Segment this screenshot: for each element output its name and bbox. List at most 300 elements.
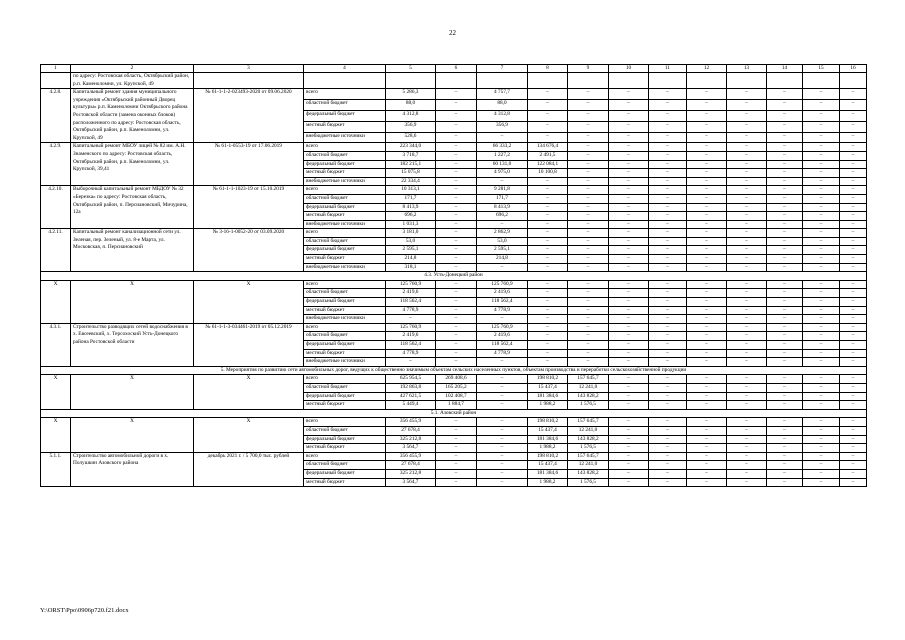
value-cell: – [609,237,649,246]
value-cell: 157 645,7 [568,452,609,461]
value-cell: – [840,212,867,221]
value-cell: – [649,341,687,350]
value-cell: – [568,177,609,186]
value-cell: – [687,220,727,229]
value-cell: – [840,169,867,178]
value-cell: – [687,469,727,478]
section-title: 4.3. Усть-Донецкий район [41,272,867,281]
value-cell: – [477,452,528,461]
item-number: 4.3.1. [41,323,71,366]
funding-source: местный бюджет [304,444,386,453]
value-cell: – [528,306,568,315]
header-cell: 5 [386,65,436,73]
value-cell: – [687,151,727,160]
section-row [41,409,867,418]
value-cell: – [687,323,727,332]
value-cell: – [436,358,477,367]
value-cell: – [568,203,609,212]
value-cell: – [436,237,477,246]
value-cell: 143 828,2 [568,435,609,444]
value-cell: – [649,132,687,143]
table-row [41,280,867,289]
value-cell: – [767,341,803,350]
value-cell: 181 384,6 [528,469,568,478]
value-cell: – [568,143,609,152]
footer-file-path: Y:\ORST\Ppo\0906p720.f21.docx [40,607,129,614]
value-cell: – [803,246,840,255]
header-cell: 7 [477,65,528,73]
value-cell: – [609,280,649,289]
value-cell: – [687,392,727,401]
value-cell: – [649,392,687,401]
funding-source: внебюджетные источники [304,132,386,143]
value-cell: – [609,444,649,453]
value-cell: – [803,110,840,121]
value-cell: – [649,315,687,324]
value-cell: – [436,255,477,264]
value-cell: – [803,323,840,332]
value-cell: 1 988,2 [528,478,568,487]
value-cell: – [803,478,840,487]
value-cell: 2 595,1 [477,246,528,255]
value-cell: – [609,375,649,384]
table-row [41,375,867,384]
empty-cell [840,73,867,89]
header-cell: 14 [767,65,803,73]
item-number: Х [41,375,71,409]
value-cell: – [727,237,767,246]
value-cell: – [528,315,568,324]
value-cell: – [528,341,568,350]
value-cell: 198 810,2 [528,452,568,461]
funding-source: местный бюджет [304,401,386,410]
value-cell: – [609,401,649,410]
value-cell: – [727,358,767,367]
value-cell: – [649,444,687,453]
value-cell: – [840,151,867,160]
value-cell: – [609,289,649,298]
empty-cell [528,73,568,89]
header-cell: 3 [194,65,304,73]
value-cell: – [609,203,649,212]
item-number: 4.2.11. [41,229,71,272]
value-cell: – [436,478,477,487]
value-cell: 4 778,9 [386,349,436,358]
registration-info: № 61-1-1-2-023493-2020 от 09.06.2020 [194,89,304,143]
value-cell: – [649,177,687,186]
empty-cell [649,73,687,89]
value-cell: – [803,383,840,392]
value-cell: – [477,418,528,427]
value-cell: – [477,435,528,444]
value-cell: – [568,89,609,100]
value-cell: – [528,255,568,264]
value-cell: – [687,169,727,178]
value-cell: – [609,392,649,401]
funding-source: всего [304,375,386,384]
value-cell: – [568,186,609,195]
value-cell: 134 676,4 [528,143,568,152]
value-cell: 66 333,2 [477,143,528,152]
value-cell: – [568,315,609,324]
value-cell: – [803,315,840,324]
value-cell: – [568,306,609,315]
value-cell: – [436,426,477,435]
value-cell: – [767,151,803,160]
value-cell: 15 437,4 [528,461,568,470]
value-cell: – [687,435,727,444]
value-cell: – [767,186,803,195]
funding-source: внебюджетные источники [304,315,386,324]
value-cell: – [609,151,649,160]
value-cell: – [687,143,727,152]
value-cell: 22 334,4 [386,177,436,186]
registration-info [194,73,304,89]
value-cell: – [687,132,727,143]
value-cell: – [687,177,727,186]
funding-source: областной бюджет [304,289,386,298]
funding-source: всего [304,186,386,195]
value-cell: – [803,349,840,358]
object-name: Капитальный ремонт МБОУ лицей № 82 им. А.Н. Знаменского по адресу: Ростовская область, Октябрьский район, р.п. Каменоломни, ул. Крупской, 39,41 [71,143,194,186]
value-cell: – [803,160,840,169]
registration-info: № 61-1-1-1023-19 от 15.10.2019 [194,186,304,229]
budget-table [40,64,867,487]
value-cell: – [649,151,687,160]
value-cell: – [803,143,840,152]
value-cell: – [727,383,767,392]
value-cell: – [649,323,687,332]
value-cell: – [727,212,767,221]
value-cell: – [727,452,767,461]
value-cell: – [609,332,649,341]
value-cell: – [687,426,727,435]
value-cell: – [687,401,727,410]
value-cell: – [840,177,867,186]
value-cell: – [840,280,867,289]
value-cell: – [767,89,803,100]
value-cell: – [727,332,767,341]
value-cell: 9 281,8 [477,186,528,195]
funding-source: федеральный бюджет [304,203,386,212]
value-cell: – [568,280,609,289]
object-name: Строительство разводящих сетей водоснабжения в х. Евсеевский, х. Терсохоский Усть-Донецкого района Ростовской области [71,323,194,366]
funding-source: федеральный бюджет [304,469,386,478]
funding-source: внебюджетные источники [304,220,386,229]
value-cell: – [767,323,803,332]
header-cell: 10 [609,65,649,73]
value-cell: – [727,280,767,289]
header-cell: 11 [649,65,687,73]
value-cell: 8 413,9 [386,203,436,212]
value-cell: – [767,194,803,203]
value-cell: – [803,203,840,212]
value-cell: – [568,229,609,238]
value-cell: – [803,358,840,367]
funding-source: федеральный бюджет [304,341,386,350]
value-cell: – [803,220,840,229]
empty-cell [727,73,767,89]
value-cell: – [649,237,687,246]
value-cell: 3 718,7 [386,151,436,160]
value-cell: – [687,306,727,315]
funding-source: внебюджетные источники [304,358,386,367]
value-cell: – [386,315,436,324]
value-cell: 118 562,4 [386,341,436,350]
value-cell: – [687,383,727,392]
value-cell: 356 455,9 [386,452,436,461]
value-cell: – [436,289,477,298]
value-cell: – [609,212,649,221]
value-cell: – [609,435,649,444]
value-cell: – [687,212,727,221]
value-cell: – [687,186,727,195]
value-cell: – [727,418,767,427]
value-cell: 157 645,7 [568,418,609,427]
value-cell: – [436,246,477,255]
value-cell: – [803,426,840,435]
item-number: Х [41,280,71,323]
value-cell: – [609,341,649,350]
value-cell: 2 491,5 [528,151,568,160]
header-cell: 16 [840,65,867,73]
value-cell: – [528,110,568,121]
value-cell: 60 131,0 [477,160,528,169]
section-title: 5. Мероприятия по развитию сети автомобильных дорог, ведущих к общественно значимым объектам сельских населенных пунктов, объектам производства и переработки сельскохозяйственной продукции [41,366,867,375]
value-cell: – [803,418,840,427]
value-cell: – [803,452,840,461]
value-cell: – [687,478,727,487]
funding-source: федеральный бюджет [304,298,386,307]
value-cell: – [436,100,477,111]
value-cell: – [649,186,687,195]
value-cell: 5 449,4 [386,401,436,410]
value-cell: – [436,220,477,229]
table-row [41,323,867,332]
value-cell: 118 562,4 [386,298,436,307]
value-cell: – [767,315,803,324]
value-cell: – [436,151,477,160]
value-cell: – [568,349,609,358]
value-cell: – [649,426,687,435]
value-cell: – [727,298,767,307]
value-cell: – [649,194,687,203]
value-cell: – [609,177,649,186]
value-cell: – [609,100,649,111]
value-cell: 27 678,4 [386,461,436,470]
value-cell: – [767,426,803,435]
value-cell: – [436,263,477,272]
value-cell: 223 344,0 [386,143,436,152]
value-cell: – [840,89,867,100]
registration-info: № 61-1-1-3-034461-2019 от 05.12.2019 [194,323,304,366]
value-cell: – [687,280,727,289]
value-cell: 125 760,9 [477,280,528,289]
item-number: Х [41,418,71,452]
value-cell: 2 419,6 [477,332,528,341]
value-cell: – [687,237,727,246]
object-name: Х [71,280,194,323]
funding-source: областной бюджет [304,383,386,392]
value-cell: – [727,229,767,238]
value-cell: 118 562,4 [477,341,528,350]
value-cell: 53,0 [477,237,528,246]
value-cell: – [477,444,528,453]
value-cell: – [609,121,649,132]
table-row [41,229,867,238]
value-cell: – [649,160,687,169]
value-cell: – [436,169,477,178]
value-cell: – [649,169,687,178]
funding-source: федеральный бюджет [304,246,386,255]
value-cell: – [568,110,609,121]
value-cell: 171,7 [477,194,528,203]
value-cell: 528,6 [386,132,436,143]
value-cell: – [386,358,436,367]
value-cell: – [727,100,767,111]
table-row [41,143,867,152]
value-cell: – [649,89,687,100]
value-cell: – [803,444,840,453]
value-cell: 157 645,7 [568,375,609,384]
value-cell: 4 312,8 [386,110,436,121]
value-cell: 198 810,2 [528,418,568,427]
value-cell: – [803,298,840,307]
value-cell: – [528,246,568,255]
value-cell: – [803,132,840,143]
value-cell: – [767,110,803,121]
value-cell: – [840,383,867,392]
value-cell: – [649,306,687,315]
value-cell: – [767,177,803,186]
value-cell: – [436,121,477,132]
value-cell: – [609,132,649,143]
value-cell: – [727,323,767,332]
value-cell: – [649,229,687,238]
value-cell: – [649,289,687,298]
value-cell: – [840,306,867,315]
value-cell: – [568,121,609,132]
value-cell: 8 413,9 [477,203,528,212]
value-cell: – [727,151,767,160]
value-cell: – [727,392,767,401]
value-cell: – [687,332,727,341]
value-cell: – [840,315,867,324]
funding-source: местный бюджет [304,478,386,487]
header-cell: 15 [803,65,840,73]
value-cell: – [649,375,687,384]
value-cell: 88,0 [386,100,436,111]
value-cell: – [840,392,867,401]
funding-source: федеральный бюджет [304,110,386,121]
value-cell: – [649,212,687,221]
empty-cell [477,73,528,89]
value-cell: 88,0 [477,100,528,111]
object-name: Капитальный ремонт канализационной сети ул. Зеленая, пер. Зеленый, ул. 8-е Марта, ул. Московская, п. Персиановский [71,229,194,272]
table-row [41,73,867,89]
item-number: 4.2.8. [41,89,71,143]
value-cell: – [803,121,840,132]
value-cell: – [727,143,767,152]
value-cell: – [767,401,803,410]
funding-source: всего [304,280,386,289]
value-cell: – [727,220,767,229]
value-cell: – [687,341,727,350]
value-cell: 181 384,6 [528,392,568,401]
value-cell: – [528,220,568,229]
value-cell: – [436,461,477,470]
value-cell: 356,9 [386,121,436,132]
funding-source: всего [304,143,386,152]
value-cell: – [803,89,840,100]
value-cell: – [477,177,528,186]
value-cell: – [649,469,687,478]
value-cell: – [436,194,477,203]
value-cell: – [436,444,477,453]
value-cell: – [436,203,477,212]
header-cell: 6 [436,65,477,73]
value-cell: – [609,298,649,307]
value-cell: – [649,100,687,111]
section-row [41,272,867,281]
value-cell: – [609,186,649,195]
value-cell: – [840,435,867,444]
value-cell: – [727,469,767,478]
value-cell: – [568,220,609,229]
value-cell: 325 212,8 [386,469,436,478]
value-cell: – [840,478,867,487]
value-cell: – [727,263,767,272]
value-cell: – [840,418,867,427]
value-cell: 1 576,5 [568,444,609,453]
item-number: 4.2.10. [41,186,71,229]
value-cell: – [609,110,649,121]
value-cell: – [649,401,687,410]
value-cell: – [609,194,649,203]
value-cell: – [436,469,477,478]
object-name: по адресу: Ростовская область, Октябрьский район, р.п. Каменоломни, ул. Крупской, 49 [71,73,194,89]
funding-source: областной бюджет [304,332,386,341]
registration-info: декабрь 2021 г. / 5 700,0 тыс. рублей [194,452,304,486]
value-cell: – [477,315,528,324]
value-cell: – [767,246,803,255]
value-cell: 1 227,2 [477,151,528,160]
value-cell: – [767,203,803,212]
value-cell: – [568,263,609,272]
value-cell: – [803,461,840,470]
value-cell: – [436,418,477,427]
value-cell: – [568,341,609,350]
value-cell: – [803,435,840,444]
value-cell: – [436,160,477,169]
value-cell: 2 862,9 [477,229,528,238]
value-cell: – [803,332,840,341]
value-cell: – [609,263,649,272]
value-cell: – [767,289,803,298]
value-cell: – [609,469,649,478]
value-cell: – [803,237,840,246]
value-cell: – [687,110,727,121]
value-cell: – [568,246,609,255]
value-cell: – [767,478,803,487]
value-cell: 214,8 [477,255,528,264]
value-cell: – [840,246,867,255]
value-cell: 4 778,9 [386,306,436,315]
value-cell: 2 419,6 [386,289,436,298]
value-cell: – [803,194,840,203]
value-cell: – [649,220,687,229]
value-cell: – [436,306,477,315]
